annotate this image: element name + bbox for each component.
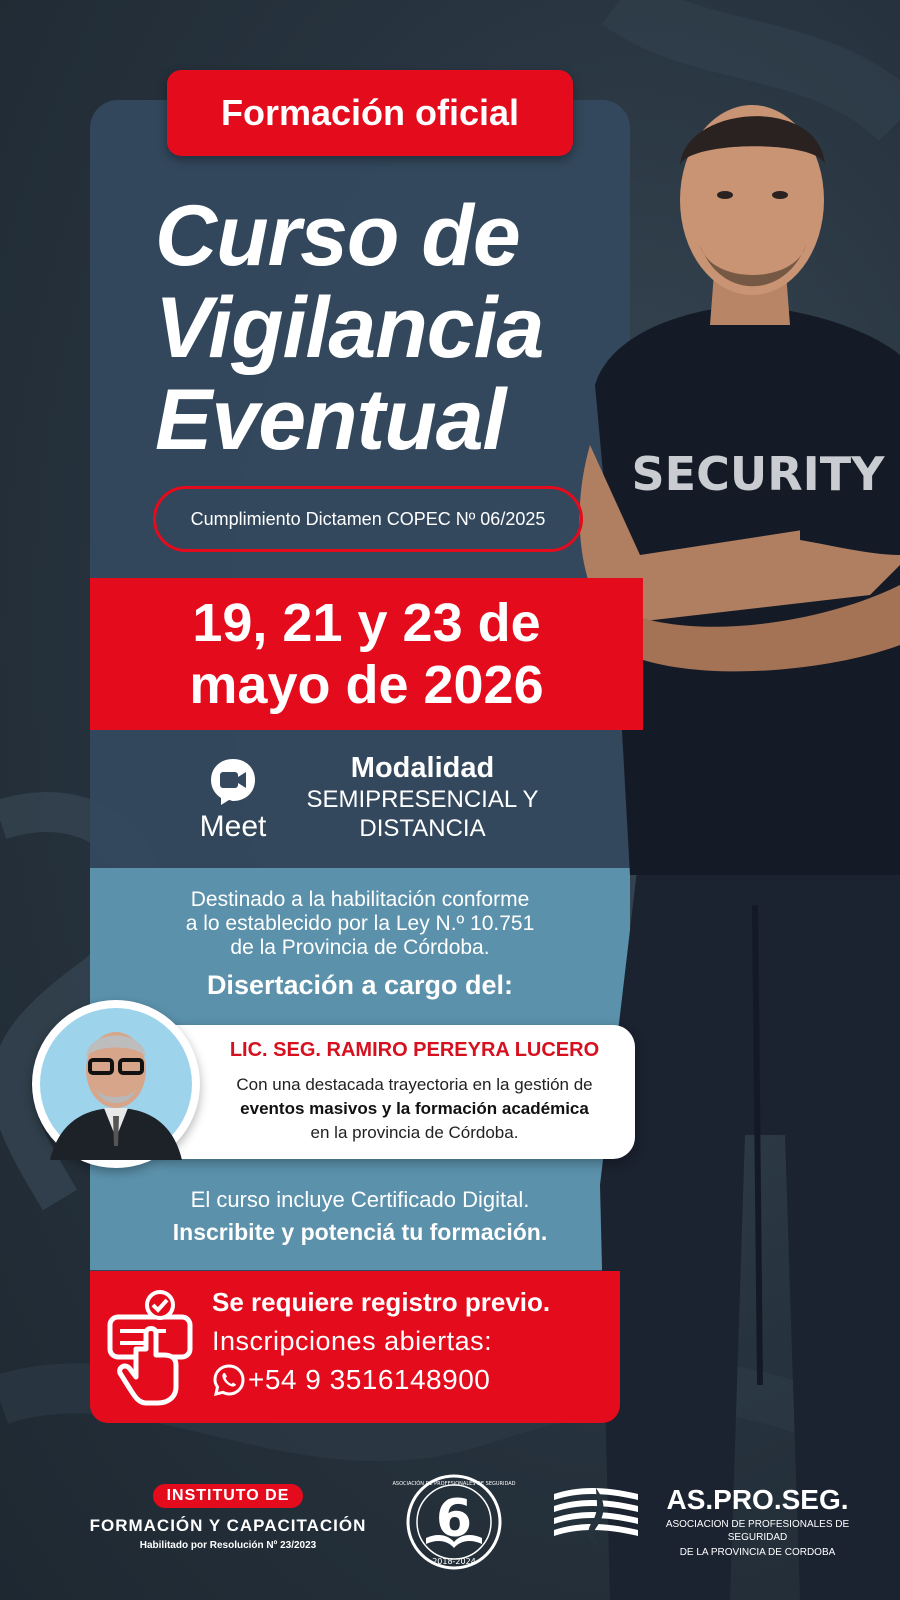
anniversary-seal bbox=[392, 1472, 516, 1572]
org-name: AS.PRO.SEG. bbox=[666, 1484, 849, 1515]
speaker-card bbox=[150, 1025, 635, 1159]
meet-logo bbox=[183, 756, 283, 844]
institute-resolution: Habilitado por Resolución Nº 23/2023 bbox=[139, 1540, 317, 1551]
asproseg-text bbox=[655, 1484, 860, 1559]
speaker-desc-line-2: eventos masivos y la formación académica bbox=[240, 1099, 589, 1118]
institute-logo bbox=[78, 1484, 378, 1551]
registration-text bbox=[212, 1287, 550, 1397]
speaker-desc-line-1: Con una destacada trayectoria en la gestión de bbox=[236, 1075, 593, 1094]
course-title-line-1: Curso de bbox=[155, 188, 520, 284]
purpose-line-1: Destinado a la habilitación conforme bbox=[190, 888, 530, 911]
speaker-portrait bbox=[40, 1008, 192, 1160]
seal-number: 6 bbox=[435, 1489, 473, 1549]
date-band bbox=[90, 578, 643, 730]
course-title-line-2: Vigilancia bbox=[155, 280, 544, 376]
registration-open: Inscripciones abiertas: bbox=[212, 1326, 493, 1356]
registration-band bbox=[90, 1271, 620, 1423]
purpose-line-3: de la Provincia de Córdoba. bbox=[230, 936, 490, 959]
certificate-line-1: El curso incluye Certificado Digital. bbox=[190, 1187, 530, 1212]
asproseg-emblem bbox=[548, 1484, 644, 1550]
speaker-name: LIC. SEG. RAMIRO PEREYRA LUCERO bbox=[229, 1039, 600, 1061]
registration-required: Se requiere registro previo. bbox=[212, 1287, 551, 1317]
security-shirt-text: SECURITY bbox=[631, 447, 885, 501]
seal-top-text: ASOCIACIÓN DE PROFESIONALES DE SEGURIDAD bbox=[392, 1481, 516, 1487]
speaker-description bbox=[202, 1073, 627, 1145]
video-camera-icon bbox=[208, 756, 258, 806]
official-training-badge: Formación oficial bbox=[167, 70, 573, 156]
purpose-text bbox=[110, 888, 610, 960]
modality-heading: Modalidad bbox=[350, 752, 495, 784]
course-title bbox=[155, 190, 635, 466]
speaker-avatar bbox=[32, 1000, 200, 1168]
lecture-heading: Disertación a cargo del: bbox=[206, 970, 514, 1000]
registration-form-icon bbox=[106, 1289, 198, 1407]
purpose-line-2: a lo establecido por la Ley N.º 10.751 bbox=[185, 912, 535, 935]
whatsapp-icon bbox=[212, 1363, 246, 1397]
compliance-pill: Cumplimiento Dictamen COPEC Nº 06/2025 bbox=[153, 486, 583, 552]
modality-block bbox=[300, 752, 545, 843]
speaker-desc-line-3: en la provincia de Córdoba. bbox=[310, 1123, 519, 1142]
institute-name: FORMACIÓN Y CAPACITACIÓN bbox=[89, 1516, 367, 1535]
org-full-line-1: ASOCIACION DE PROFESIONALES DE SEGURIDAD bbox=[665, 1519, 850, 1543]
institute-pill: INSTITUTO DE bbox=[153, 1484, 304, 1508]
date-line-2: mayo de 2026 bbox=[189, 655, 544, 715]
org-full-line-2: DE LA PROVINCIA DE CORDOBA bbox=[679, 1547, 836, 1558]
registration-phone-row[interactable] bbox=[212, 1363, 550, 1397]
modality-line-2: DISTANCIA bbox=[359, 815, 486, 842]
seal-years: 2018-2024 bbox=[432, 1557, 476, 1566]
certificate-text bbox=[100, 1187, 620, 1246]
modality-line-1: SEMIPRESENCIAL Y bbox=[306, 786, 539, 813]
date-line-1: 19, 21 y 23 de bbox=[192, 593, 541, 653]
certificate-line-2: Inscribite y potenciá tu formación. bbox=[172, 1219, 548, 1245]
registration-phone[interactable]: +54 9 3516148900 bbox=[248, 1364, 491, 1395]
meet-label: Meet bbox=[199, 810, 267, 843]
course-title-line-3: Eventual bbox=[155, 372, 506, 468]
